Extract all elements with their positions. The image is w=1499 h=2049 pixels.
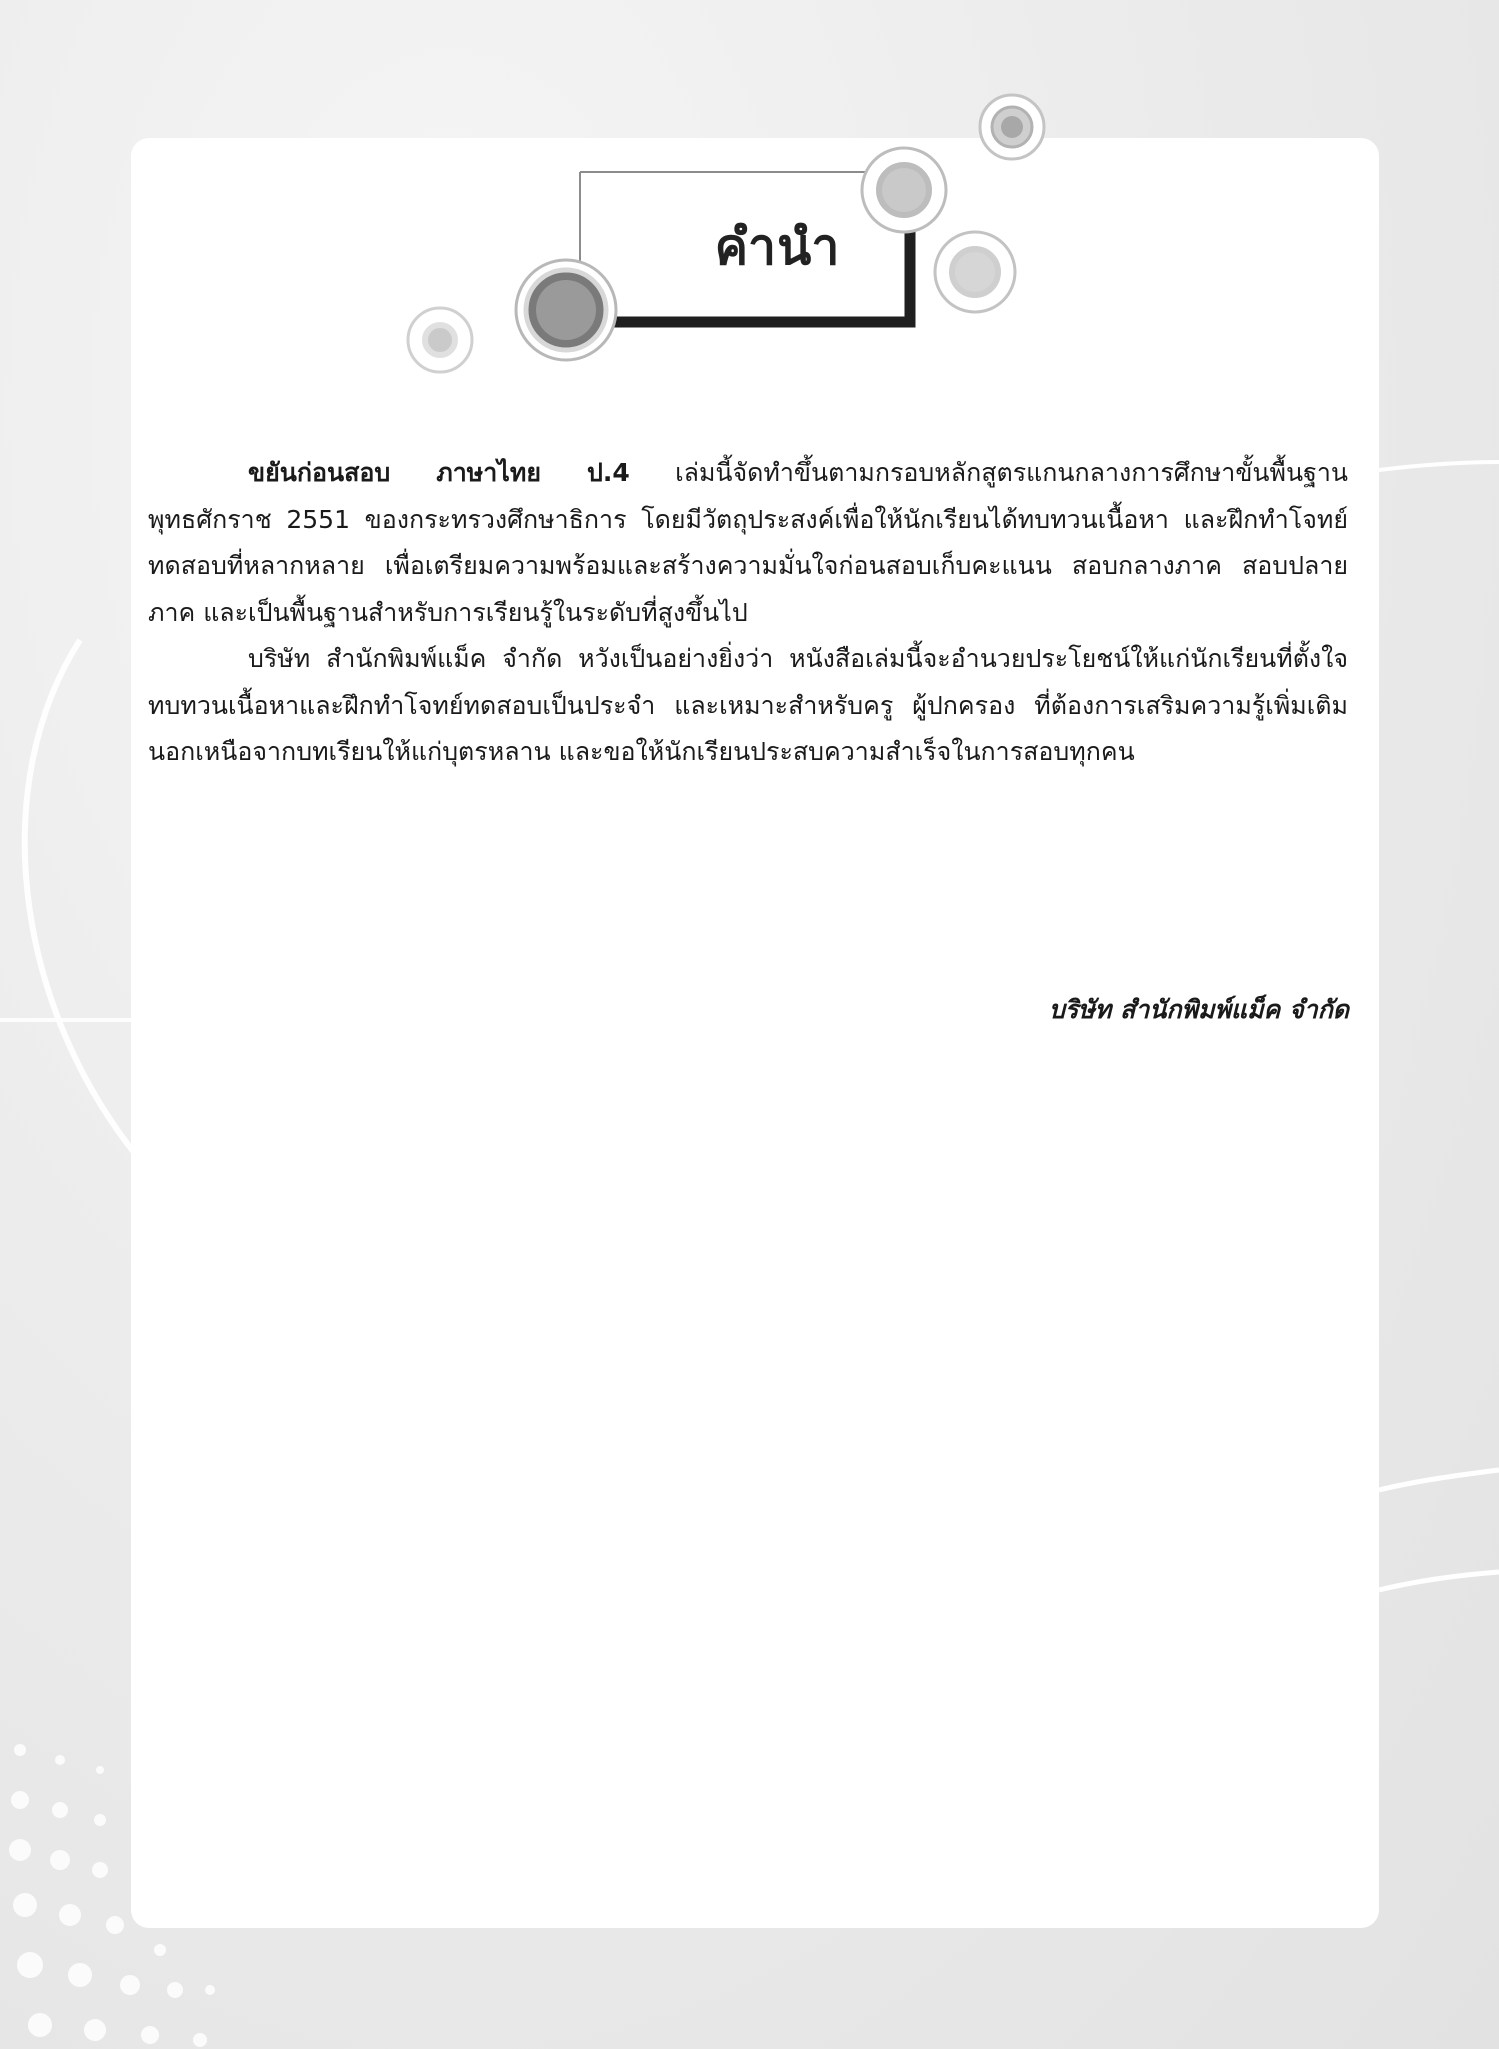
page-title: คำนำ: [714, 217, 841, 276]
paragraph-1-text: เล่มนี้จัดทำขึ้นตามกรอบหลักสูตรแกนกลางการศึกษาขั้นพื้นฐาน พุทธศักราช 2551 ของกระทรวงศึกษาธิการ โดยมีวัตถุประสงค์เพื่อให้นักเรียนได้ทบทวนเนื้อหา และฝึกทำโจทย์ทดสอบที่หลากหลาย เพื่อเตรียมความพร้อมและสร้างความมั่นใจก่อนสอบเก็บคะแนน สอบกลางภาค สอบปลายภาค และเป็นพื้นฐานสำหรับการเรียนรู้ในระดับที่สูงขึ้นไป: [148, 458, 1348, 627]
preface-body: [148, 450, 1348, 776]
book-title-lead: ขยันก่อนสอบ ภาษาไทย ป.4: [248, 458, 630, 487]
publisher-signature: บริษัท สำนักพิมพ์แม็ค จำกัด: [1049, 995, 1349, 1024]
page-card: [131, 138, 1379, 1928]
title-box: [580, 172, 915, 322]
paragraph-2: บริษัท สำนักพิมพ์แม็ค จำกัด หวังเป็นอย่างยิ่งว่า หนังสือเล่มนี้จะอำนวยประโยชน์ให้แก่นักเรียนที่ตั้งใจทบทวนเนื้อหาและฝึกทำโจทย์ทดสอบเป็นประจำ และเหมาะสำหรับครู ผู้ปกครอง ที่ต้องการเสริมความรู้เพิ่มเติมนอกเหนือจากบทเรียนให้แก่บุตรหลาน และขอให้นักเรียนประสบความสำเร็จในการสอบทุกคน: [148, 644, 1348, 766]
paragraph-1: [148, 450, 1348, 636]
